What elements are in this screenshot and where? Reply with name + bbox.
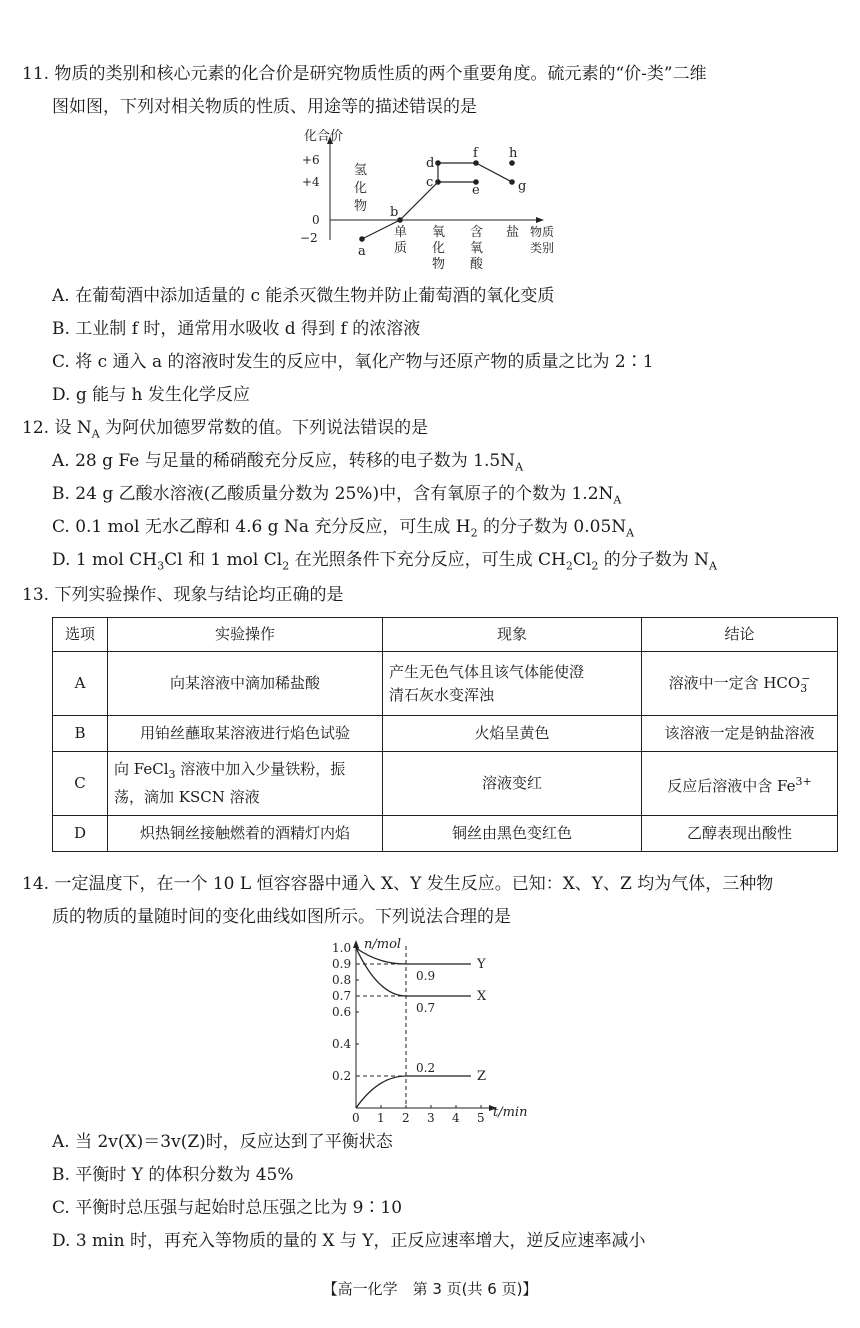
page-footer: 【高一化学 第 3 页(共 6 页)】 bbox=[322, 1280, 538, 1298]
q11-point-label: b bbox=[390, 205, 399, 220]
q12-option-a: A. 28 g Fe 与足量的稀硝酸充分反应，转移的电子数为 $1.5N_A$ bbox=[52, 451, 524, 474]
q14-xtick: 5 bbox=[477, 1111, 485, 1125]
q11-hydride-label: 化 bbox=[354, 181, 368, 196]
q12-option-d: D. 1 mol $CH_3Cl$ 和 1 mol $Cl_2$ 在光照条件下充分反应，可生成 $CH_2Cl_2$ 的分子数为 $N_A$ bbox=[52, 550, 717, 573]
q11-category-label: 氧 bbox=[432, 225, 446, 240]
q11-point-label: f bbox=[473, 146, 478, 161]
q11-hydride-label: 物 bbox=[354, 199, 368, 214]
row-option: B bbox=[53, 716, 108, 752]
q14-value-label: 0.9 bbox=[416, 969, 436, 983]
q11-point-c bbox=[435, 179, 441, 185]
row-phenomenon: 溶液变红 bbox=[383, 752, 642, 816]
q14-xtick: 4 bbox=[452, 1111, 460, 1125]
q11-xlabel: 物质 bbox=[530, 225, 555, 239]
q14-series-name: Y bbox=[477, 957, 486, 972]
q11-ylabel: 化合价 bbox=[304, 129, 344, 144]
q11-point-label: e bbox=[472, 183, 480, 198]
row-operation: 向 FeCl$_3$ 溶液中加入少量铁粉，振 荡，滴加 KSCN 溶液 bbox=[108, 752, 383, 816]
table-row bbox=[53, 816, 838, 852]
q11-point-label: c bbox=[426, 175, 434, 190]
q14-y-arrow bbox=[353, 940, 359, 948]
row-operation: 向某溶液中滴加稀盐酸 bbox=[108, 652, 383, 716]
q13-experiment-table bbox=[52, 617, 838, 852]
q14-option-d: D. 3 min 时，再充入等物质的量的 X 与 Y，正反应速率增大，逆反应速率减小 bbox=[52, 1231, 646, 1251]
q11-category-label: 化 bbox=[432, 241, 446, 256]
q11-category-label: 盐 bbox=[506, 225, 520, 240]
q14-value-label: 0.2 bbox=[416, 1061, 436, 1075]
q11-stem-line1: 11. 物质的类别和核心元素的化合价是研究物质性质的两个重要角度。硫元素的“价-类”二维 bbox=[22, 64, 707, 84]
q14-xtick: 2 bbox=[402, 1111, 410, 1125]
q11-category-label: 单 bbox=[394, 225, 408, 240]
q11-point-label: g bbox=[518, 179, 527, 194]
row-phenomenon: 火焰呈黄色 bbox=[383, 716, 642, 752]
q11-option-b: B. 工业制 f 时，通常用水吸收 d 得到 f 的浓溶液 bbox=[52, 319, 421, 339]
header-operation: 实验操作 bbox=[108, 618, 383, 652]
q11-category-label: 物 bbox=[432, 257, 446, 272]
q11-point-label: d bbox=[426, 156, 435, 171]
row-conclusion: 该溶液一定是钠盐溶液 bbox=[642, 716, 838, 752]
q11-category-label: 酸 bbox=[470, 257, 484, 272]
q14-stem-line1: 14. 一定温度下，在一个 10 L 恒容容器中通入 X、Y 发生反应。已知：X、Y、Z 均为气体，三种物 bbox=[22, 874, 774, 894]
q11-point-h bbox=[509, 160, 515, 166]
q14-ytick: 0.9 bbox=[332, 957, 352, 971]
q14-stem-line2: 质的物质的量随时间的变化曲线如图所示。下列说法合理的是 bbox=[52, 907, 511, 927]
q14-ytick: 0.6 bbox=[332, 1005, 352, 1019]
q11-stem-line2: 图如图，下列对相关物质的性质、用途等的描述错误的是 bbox=[52, 97, 477, 117]
row-option: C bbox=[53, 752, 108, 816]
q11-point-d bbox=[435, 160, 441, 166]
q11-point-f bbox=[473, 160, 479, 166]
q11-ytick: +4 bbox=[302, 175, 320, 189]
table-row bbox=[53, 716, 838, 752]
q14-ytick: 1.0 bbox=[332, 941, 352, 955]
q11-hydride-label: 氢 bbox=[354, 163, 368, 178]
q12-option-c: C. 0.1 mol 无水乙醇和 4.6 g Na 充分反应，可生成 $H_2$ 的分子数为 $0.05N_A$ bbox=[52, 517, 635, 540]
q14-option-b: B. 平衡时 Y 的体积分数为 45% bbox=[52, 1165, 294, 1185]
q11-ytick: 0 bbox=[312, 213, 320, 227]
q11-option-a: A. 在葡萄酒中添加适量的 c 能杀灭微生物并防止葡萄酒的氧化变质 bbox=[52, 286, 555, 306]
q11-point-a bbox=[359, 236, 365, 242]
q14-ylabel: n/mol bbox=[364, 937, 402, 952]
row-operation: 用铂丝蘸取某溶液进行焰色试验 bbox=[108, 716, 383, 752]
q14-ytick: 0.8 bbox=[332, 973, 352, 987]
row-operation: 炽热铜丝接触燃着的酒精灯内焰 bbox=[108, 816, 383, 852]
row-option: A bbox=[53, 652, 108, 716]
q11-category-label: 氧 bbox=[470, 241, 484, 256]
q11-point-label: h bbox=[509, 146, 518, 161]
q11-point-g bbox=[509, 179, 515, 185]
q14-ytick: 0.2 bbox=[332, 1069, 352, 1083]
q14-option-c: C. 平衡时总压强与起始时总压强之比为 9∶10 bbox=[52, 1198, 403, 1218]
q11-category-label: 含 bbox=[470, 225, 484, 240]
q14-amount-time-chart bbox=[320, 932, 540, 1128]
q14-series-name: X bbox=[477, 989, 487, 1004]
q14-series-X bbox=[356, 948, 471, 996]
q11-option-c: C. 将 c 通入 a 的溶液时发生的反应中，氧化产物与还原产物的质量之比为 2∶1 bbox=[52, 352, 654, 372]
table-row bbox=[53, 652, 838, 716]
q13-stem: 13. 下列实验操作、现象与结论均正确的是 bbox=[22, 585, 344, 605]
q14-option-a: A. 当 2v(X)＝3v(Z)时，反应达到了平衡状态 bbox=[52, 1132, 393, 1152]
q14-ytick: 0.4 bbox=[332, 1037, 352, 1051]
header-conclusion: 结论 bbox=[642, 618, 838, 652]
header-phenomenon: 现象 bbox=[383, 618, 642, 652]
table-header-row bbox=[53, 618, 838, 652]
row-conclusion: 溶液中一定含 $HCO_3^-$ bbox=[642, 652, 838, 716]
row-conclusion: 乙醇表现出酸性 bbox=[642, 816, 838, 852]
q11-valence-class-diagram bbox=[290, 128, 570, 280]
q11-point-label: a bbox=[358, 244, 366, 259]
q11-ytick: −2 bbox=[300, 231, 318, 245]
q14-xlabel: t/min bbox=[493, 1105, 528, 1120]
header-option: 选项 bbox=[53, 618, 108, 652]
q11-ytick: +6 bbox=[302, 153, 320, 167]
q14-series-Z bbox=[356, 1076, 471, 1108]
q11-option-d: D. g 能与 h 发生化学反应 bbox=[52, 385, 250, 405]
q14-value-label: 0.7 bbox=[416, 1001, 436, 1015]
q11-xlabel: 类别 bbox=[530, 241, 555, 255]
q12-stem: 12. 设 $N_A$ 为阿伏加德罗常数的值。下列说法错误的是 bbox=[22, 418, 429, 441]
row-option: D bbox=[53, 816, 108, 852]
row-phenomenon: 产生无色气体且该气体能使澄 清石灰水变浑浊 bbox=[383, 652, 642, 716]
row-conclusion: 反应后溶液中含 $Fe^{3+}$ bbox=[642, 752, 838, 816]
q14-xtick: 0 bbox=[352, 1111, 360, 1125]
q14-ytick: 0.7 bbox=[332, 989, 352, 1003]
q14-xtick: 3 bbox=[427, 1111, 435, 1125]
q12-option-b: B. 24 g 乙酸水溶液(乙酸质量分数为 25%)中，含有氧原子的个数为 $1.2N_A$ bbox=[52, 484, 622, 507]
row-phenomenon: 铜丝由黑色变红色 bbox=[383, 816, 642, 852]
q11-link-line bbox=[476, 163, 512, 182]
table-row bbox=[53, 752, 838, 816]
q14-xtick: 1 bbox=[377, 1111, 385, 1125]
q14-series-name: Z bbox=[477, 1069, 487, 1084]
q11-category-label: 质 bbox=[394, 241, 408, 256]
